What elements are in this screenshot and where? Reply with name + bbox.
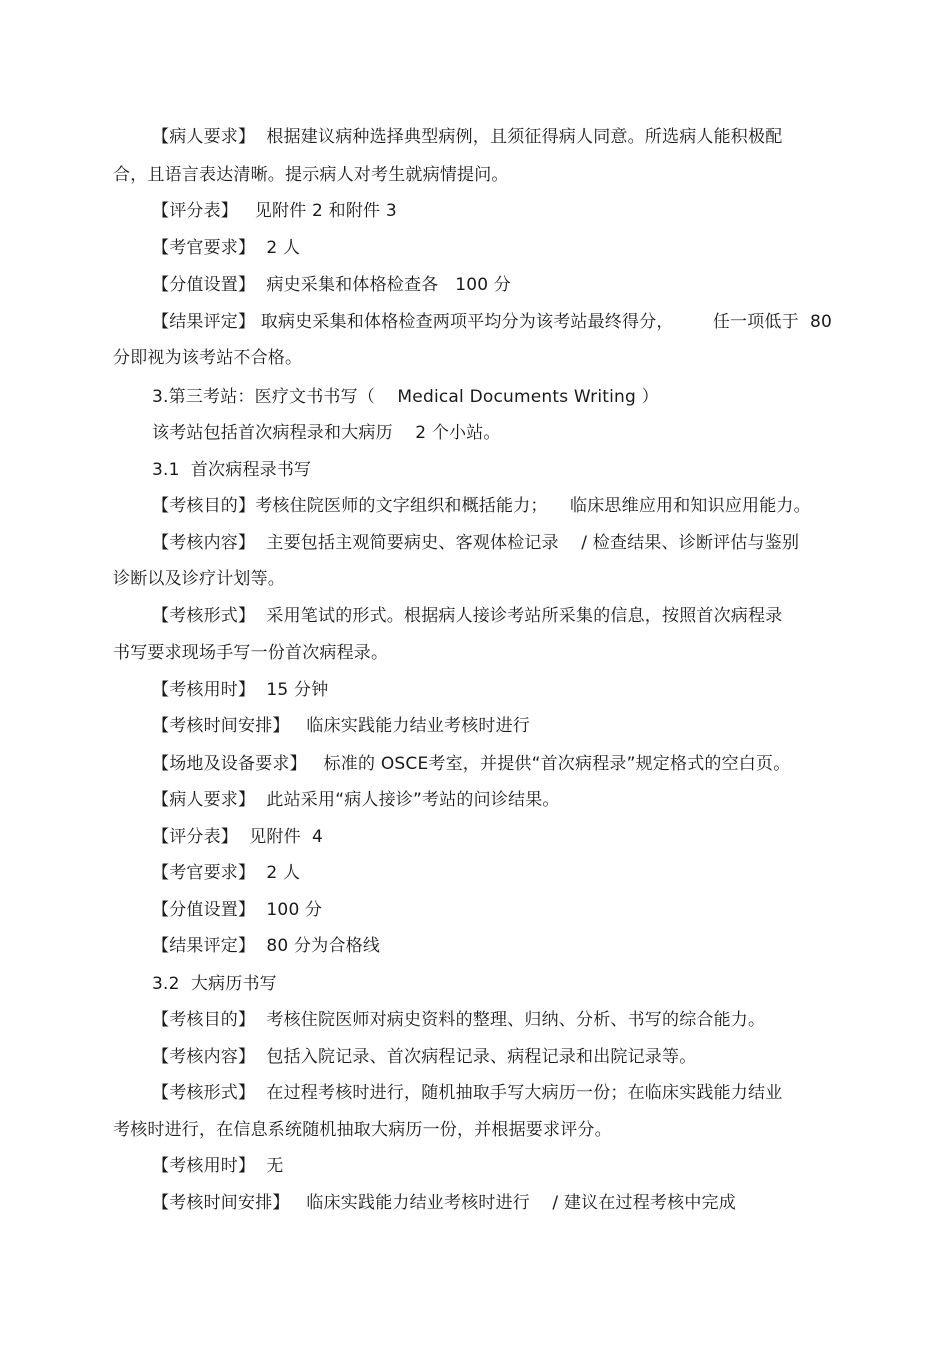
text-line: 【评分表】 见附件 2 和附件 3 bbox=[152, 201, 397, 221]
text-line: 【考核形式】 采用笔试的形式。根据病人接诊考站所采集的信息，按照首次病程录 bbox=[152, 606, 783, 626]
text-line: 诊断以及诊疗计划等。 bbox=[113, 569, 285, 589]
text-line: 【考核用时】 15 分钟 bbox=[152, 680, 329, 700]
text-line: 【考核内容】 主要包括主观简要病史、客观体检记录 / 检查结果、诊断评估与鉴别 bbox=[152, 533, 800, 553]
text-line: 分即视为该考站不合格。 bbox=[113, 348, 303, 368]
text-line: 【分值设置】 100 分 bbox=[152, 900, 323, 920]
text-line: 【病人要求】 根据建议病种选择典型病例，且须征得病人同意。所选病人能积极配 bbox=[152, 127, 783, 147]
text-line: 【考核内容】 包括入院记录、首次病程记录、病程记录和出院记录等。 bbox=[152, 1047, 697, 1067]
text-line: 【考核目的】考核住院医师的文字组织和概括能力； 临床思维应用和知识应用能力。 bbox=[152, 496, 811, 516]
text-line: 【考官要求】 2 人 bbox=[152, 863, 301, 883]
text-line: 【病人要求】 此站采用“病人接诊”考站的问诊结果。 bbox=[152, 790, 560, 810]
text-line: 【结果评定】 取病史采集和体格检查两项平均分为该考站最终得分， 任一项低于 80 bbox=[152, 312, 833, 332]
text-line: 【分值设置】 病史采集和体格检查各 100 分 bbox=[152, 275, 512, 295]
text-line: 【结果评定】 80 分为合格线 bbox=[152, 936, 381, 956]
text-line: 【考核形式】 在过程考核时进行，随机抽取手写大病历一份；在临床实践能力结业 bbox=[152, 1083, 783, 1103]
subsection-heading: 3.2 大病历书写 bbox=[152, 974, 277, 994]
subsection-heading: 3.1 首次病程录书写 bbox=[152, 460, 312, 480]
section-heading: 3.第三考站：医疗文书书写（ Medical Documents Writing ） bbox=[152, 387, 659, 407]
text-line: 【考官要求】 2 人 bbox=[152, 238, 301, 258]
text-line: 合，且语言表达清晰。提示病人对考生就病情提问。 bbox=[113, 165, 509, 185]
text-line: 【场地及设备要求】 标准的 OSCE考室，并提供“首次病程录”规定格式的空白页。 bbox=[152, 754, 791, 774]
text-line: 【考核时间安排】 临床实践能力结业考核时进行 / 建议在过程考核中完成 bbox=[152, 1193, 736, 1213]
text-line: 书写要求现场手写一份首次病程录。 bbox=[113, 643, 389, 663]
text-line: 【考核时间安排】 临床实践能力结业考核时进行 bbox=[152, 716, 531, 736]
text-line: 【评分表】 见附件 4 bbox=[152, 827, 324, 847]
text-line: 该考站包括首次病程录和大病历 2 个小站。 bbox=[152, 423, 501, 443]
text-line: 【考核目的】 考核住院医师对病史资料的整理、归纳、分析、书写的综合能力。 bbox=[152, 1010, 766, 1030]
text-line: 考核时进行，在信息系统随机抽取大病历一份，并根据要求评分。 bbox=[113, 1120, 612, 1140]
text-line: 【考核用时】 无 bbox=[152, 1156, 284, 1176]
